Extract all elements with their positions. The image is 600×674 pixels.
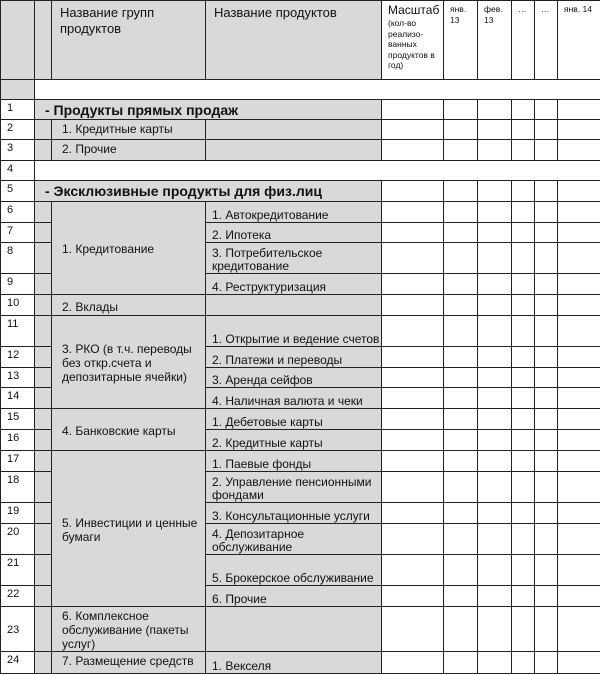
group-placement: 7. Размещение средств <box>52 652 206 674</box>
group-other: 2. Прочие <box>52 140 206 161</box>
row-number: 21 <box>1 555 35 586</box>
table-row <box>1 202 600 223</box>
row-number: 4 <box>1 161 35 181</box>
table-row <box>1 409 600 430</box>
row-number: 10 <box>1 295 35 316</box>
product-consulting: 3. Консультационные услуги <box>206 503 382 524</box>
row-number: 2 <box>1 120 35 140</box>
row-number: 19 <box>1 503 35 524</box>
product-debit-cards: 1. Дебетовые карты <box>206 409 382 430</box>
group-deposits: 2. Вклады <box>52 295 206 316</box>
product-safe-rental: 3. Аренда сейфов <box>206 368 382 388</box>
product-account-opening: 1. Открытие и ведение счетов <box>206 316 382 347</box>
section-title-direct-sales: - Продукты прямых продаж <box>35 100 382 120</box>
product-depository: 4. Депозитарное обслуживание <box>206 524 382 555</box>
row-number: 9 <box>1 274 35 295</box>
header-month-3: … <box>512 1 535 80</box>
table-row <box>1 181 600 202</box>
product-mutual-funds: 1. Паевые фонды <box>206 451 382 472</box>
row-number: 13 <box>1 368 35 388</box>
section-title-exclusive: - Эксклюзивные продукты для физ.лиц <box>35 181 382 202</box>
header-month-2: фев. 13 <box>478 1 512 80</box>
header-num-cell <box>1 1 35 80</box>
row-number: 16 <box>1 430 35 451</box>
group-bank-cards: 4. Банковские карты <box>52 409 206 451</box>
spacer-cell <box>1 80 35 100</box>
product-bills: 1. Векселя <box>206 652 382 674</box>
product-consumer-lending: 3. Потребительское кредитование <box>206 243 382 274</box>
row-number: 17 <box>1 451 35 472</box>
row-number: 15 <box>1 409 35 430</box>
spacer-cell <box>35 80 600 100</box>
spacer-row <box>1 80 600 100</box>
table-row <box>1 161 600 181</box>
row-number: 11 <box>1 316 35 347</box>
row-number: 3 <box>1 140 35 161</box>
header-month-1: янв. 13 <box>444 1 478 80</box>
product-restructuring: 4. Реструктуризация <box>206 274 382 295</box>
row-number: 18 <box>1 472 35 503</box>
table-row <box>1 120 600 140</box>
row-number: 24 <box>1 652 35 674</box>
table-row <box>1 100 600 120</box>
header-scale-column <box>382 1 444 80</box>
table-row <box>1 140 600 161</box>
product-brokerage: 5. Брокерское обслуживание <box>206 555 382 586</box>
table-row <box>1 652 600 674</box>
product-credit-cards: 2. Кредитные карты <box>206 430 382 451</box>
product-mortgage: 2. Ипотека <box>206 223 382 243</box>
group-complex-service: 6. Комплексное обслуживание (пакеты услуг) <box>52 607 206 652</box>
group-rko: 3. РКО (в т.ч. переводы без откр.счета и депозитарные ячейки) <box>52 316 206 409</box>
header-product-column: Название продуктов <box>206 1 382 80</box>
row-number: 1 <box>1 100 35 120</box>
table-row <box>1 451 600 472</box>
header-scale-title: Масштаб <box>388 4 443 17</box>
row-number: 14 <box>1 388 35 409</box>
row-number: 5 <box>1 181 35 202</box>
group-lending: 1. Кредитование <box>52 202 206 295</box>
row-number: 7 <box>1 223 35 243</box>
group-credit-cards: 1. Кредитные карты <box>52 120 206 140</box>
table-row <box>1 295 600 316</box>
row-number: 23 <box>1 607 35 652</box>
table-row <box>1 316 600 347</box>
product-investments-other: 6. Прочие <box>206 586 382 607</box>
group-investments: 5. Инвестиции и ценные бумаги <box>52 451 206 607</box>
row-number: 8 <box>1 243 35 274</box>
table-row <box>1 607 600 652</box>
header-scale-note: (кол-во реализо-ванных продуктов в год) <box>388 18 435 70</box>
header-indent-cell <box>35 1 52 80</box>
header-group-column: Название групп продуктов <box>52 1 206 80</box>
row-number: 12 <box>1 347 35 368</box>
row-number: 22 <box>1 586 35 607</box>
header-row <box>1 1 600 80</box>
product-cash-currency: 4. Наличная валюта и чеки <box>206 388 382 409</box>
row-number: 6 <box>1 202 35 223</box>
header-month-4: … <box>535 1 558 80</box>
product-auto-loans: 1. Автокредитование <box>206 202 382 223</box>
product-payments-transfers: 2. Платежи и переводы <box>206 347 382 368</box>
product-pension-funds: 2. Управление пенсионными фондами <box>206 472 382 503</box>
header-month-5: янв. 14 <box>558 1 600 80</box>
row-number: 20 <box>1 524 35 555</box>
